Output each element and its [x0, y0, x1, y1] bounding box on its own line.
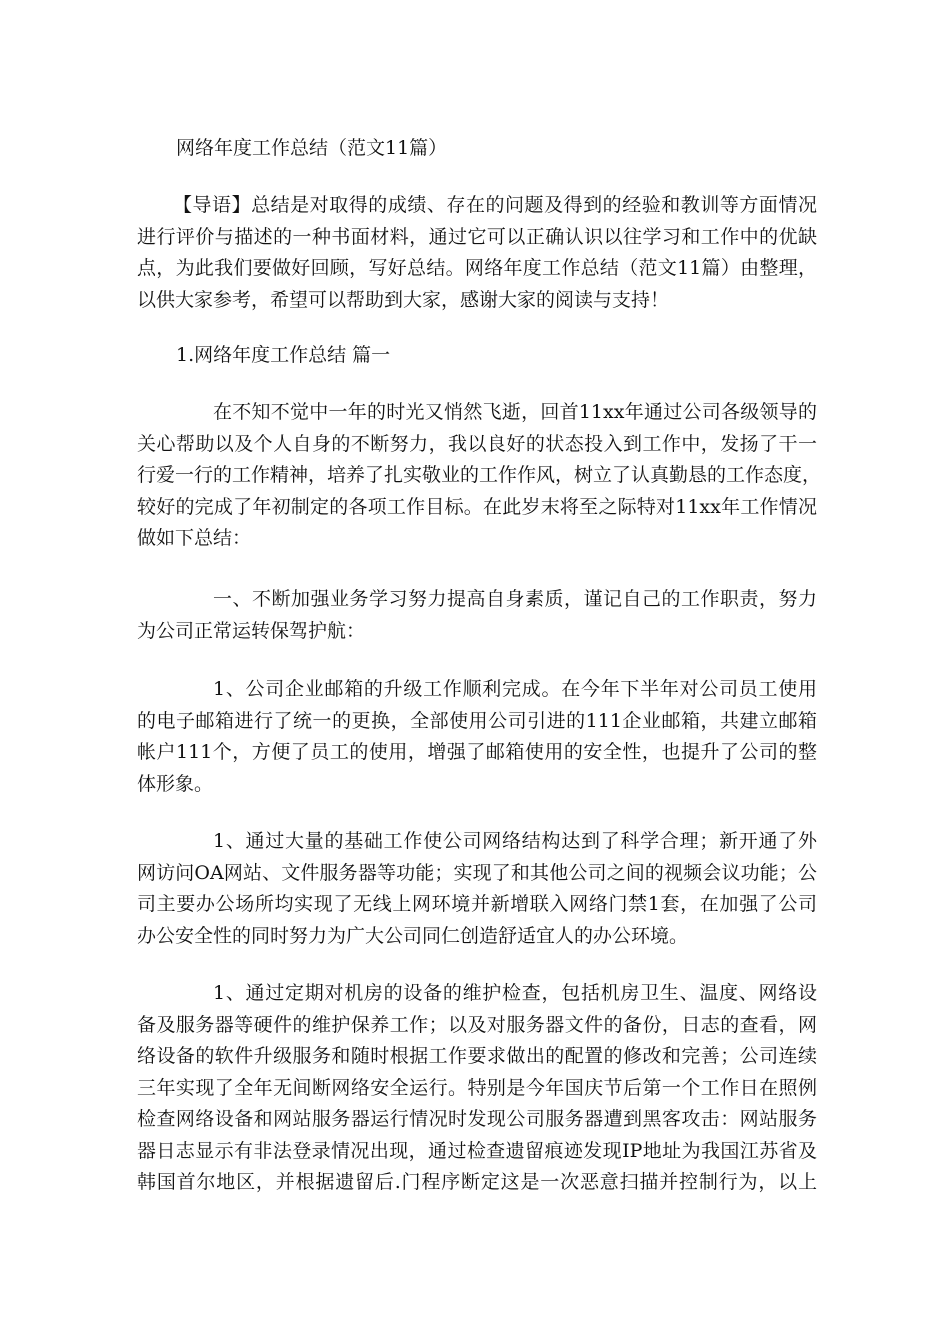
paragraph-line: 韩国首尔地区，并根据遗留后.门程序断定这是一次恶意扫描并控制行为，以上: [137, 1171, 817, 1193]
paragraph-line: 帐户111个，方便了员工的使用，增强了邮箱使用的安全性，也提升了公司的整: [137, 741, 817, 763]
paragraph-line: 办公安全性的同时努力为广大公司同仁创造舒适宜人的办公环境。: [137, 924, 689, 947]
paragraph-line: 一、不断加强业务学习努力提高自身素质，谨记自己的工作职责，努力: [213, 588, 817, 610]
paragraph-1: [137, 397, 822, 555]
paragraph-line: 在不知不觉中一年的时光又悄然飞逝，回首11xx年通过公司各级领导的: [213, 401, 817, 423]
paragraph-3: [137, 674, 817, 800]
paragraph-2: [137, 584, 817, 647]
paragraph-line: 司主要办公场所均实现了无线上网环境并新增联入网络门禁1套，在加强了公司: [137, 893, 817, 915]
paragraph-line: 较好的完成了年初制定的各项工作目标。在此岁末将至之际特对11xx年工作情况: [137, 495, 817, 518]
paragraph-line: 做如下总结：: [137, 527, 252, 549]
paragraph-line: 器日志显示有非法登录情况出现，通过检查遗留痕迹发现IP地址为我国江苏省及: [137, 1139, 817, 1162]
paragraph-line: 为公司正常运转保驾护航：: [137, 619, 366, 642]
paragraph-line: 的电子邮箱进行了统一的更换，全部使用公司引进的111企业邮箱，共建立邮箱: [137, 709, 817, 732]
paragraph-line: 三年实现了全年无间断网络安全运行。特别是今年国庆节后第一个工作日在照例: [137, 1076, 817, 1099]
paragraph-4: [137, 826, 817, 952]
paragraph-line: 1、通过定期对机房的设备的维护检查，包括机房卫生、温度、网络设: [213, 982, 817, 1004]
paragraph-line: 备及服务器等硬件的维护保养工作；以及对服务器文件的备份，日志的查看，网: [137, 1013, 817, 1036]
paragraph-5: [137, 978, 817, 1199]
document-title: 网络年度工作总结（范文11篇）: [176, 137, 448, 159]
paragraph-line: 1、公司企业邮箱的升级工作顺利完成。在今年下半年对公司员工使用: [213, 678, 817, 700]
intro-line: 以供大家参考，希望可以帮助到大家，感谢大家的阅读与支持！: [137, 288, 670, 311]
section-heading: 1.网络年度工作总结 篇一: [176, 344, 391, 366]
intro-line: 点，为此我们要做好回顾，写好总结。网络年度工作总结（范文11篇）由整理，: [137, 257, 817, 279]
intro-paragraph: [137, 190, 817, 316]
paragraph-line: 行爱一行的工作精神，培养了扎实敬业的工作作风，树立了认真勤恳的工作态度，: [137, 464, 822, 486]
paragraph-line: 络设备的软件升级服务和随时根据工作要求做出的配置的修改和完善；公司连续: [137, 1045, 817, 1067]
intro-line: 【导语】总结是对取得的成绩、存在的问题及得到的经验和教训等方面情况: [173, 194, 817, 216]
paragraph-line: 体形象。: [137, 772, 214, 795]
paragraph-line: 关心帮助以及个人自身的不断努力，我以良好的状态投入到工作中，发扬了干一: [137, 432, 817, 455]
paragraph-line: 检查网络设备和网站服务器运行情况时发现公司服务器遭到黑客攻击：网站服务: [137, 1108, 817, 1130]
intro-line: 进行评价与描述的一种书面材料，通过它可以正确认识以往学习和工作中的优缺: [137, 225, 817, 248]
paragraph-line: 网访问OA网站、文件服务器等功能；实现了和其他公司之间的视频会议功能；公: [137, 861, 817, 884]
paragraph-line: 1、通过大量的基础工作使公司网络结构达到了科学合理；新开通了外: [213, 830, 817, 852]
